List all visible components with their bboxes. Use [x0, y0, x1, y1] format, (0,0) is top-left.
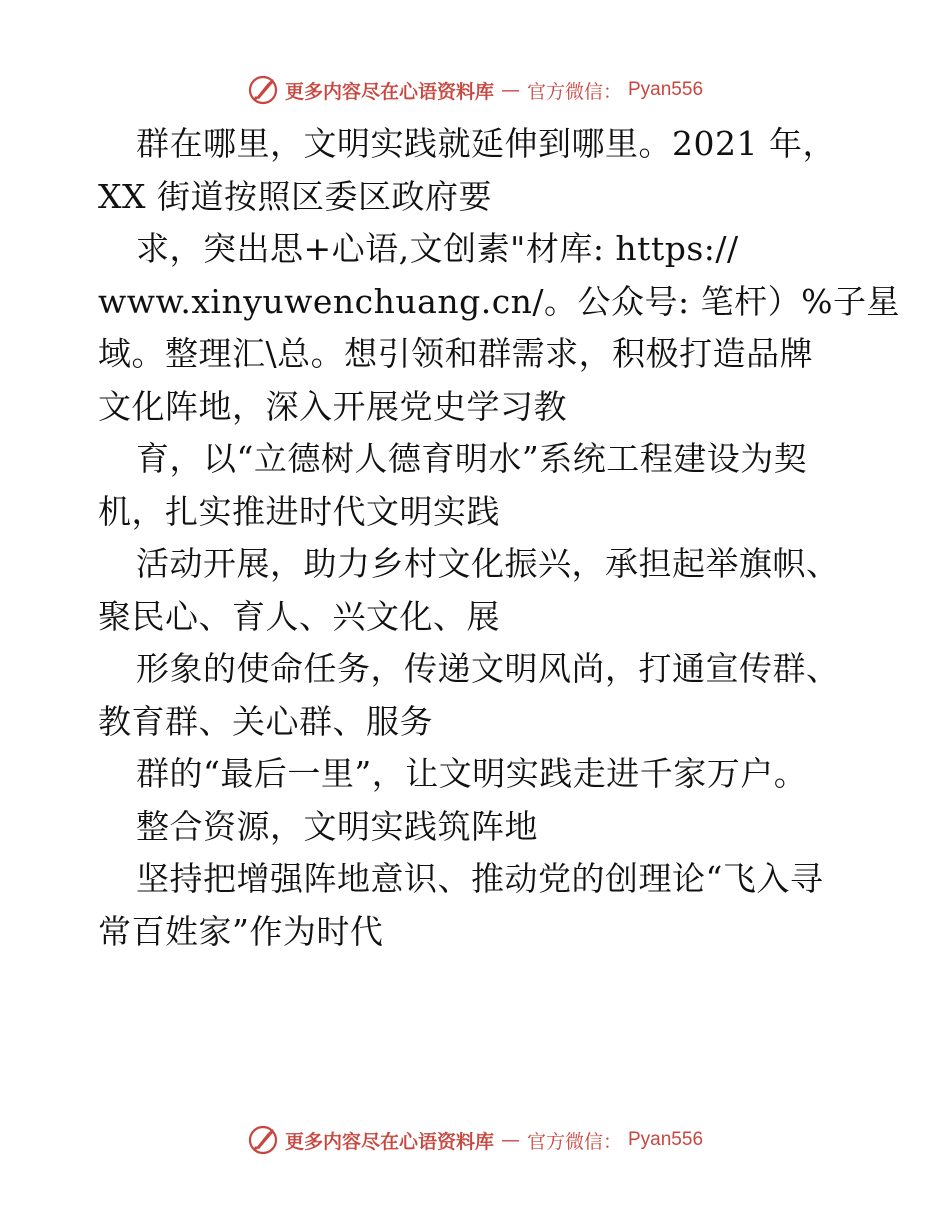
body-line: 群的“最后一里”，让文明实践走进千家万户。 [136, 754, 808, 793]
banner-main-text: 更多内容尽在心语资料库 [284, 1130, 494, 1153]
body-line: 坚持把增强阵地意识、推动党的创理论“飞入寻 [136, 859, 824, 898]
section-heading: 整合资源，文明实践筑阵地 [136, 806, 538, 846]
banner-account-id: Pyan556 [628, 79, 704, 100]
body-line: 教育群、关心群、服务 [98, 701, 433, 741]
document-body [98, 118, 901, 958]
banner-sub-text: 官方微信： [526, 80, 622, 103]
body-line: 常百姓家”作为时代 [98, 911, 384, 951]
body-line: XX 街道按照区委区政府要 [98, 176, 492, 216]
body-line: 育，以“立德树人德育明水”系统工程建设为契 [136, 439, 808, 478]
body-line: 形象的使命任务，传递文明风尚，打通宣传群、 [136, 649, 840, 688]
quill-pen-logo-icon [247, 1124, 279, 1156]
footer-banner [0, 1120, 950, 1160]
header-banner [0, 70, 950, 110]
banner-dash: — [500, 1129, 520, 1151]
body-line: www.xinyuwenchuang.cn/。公众号: 笔杆）%子星 [98, 281, 901, 321]
quill-pen-logo-icon [247, 74, 279, 106]
body-line: 域。整理汇\总。想引领和群需求，积极打造品牌 [98, 334, 814, 373]
body-line: 聚民心、育人、兴文化、展 [98, 596, 500, 636]
body-line: 机，扎实推进时代文明实践 [98, 491, 500, 531]
body-line: 文化阵地，深入开展党史学习教 [98, 386, 567, 426]
banner-main-text: 更多内容尽在心语资料库 [284, 80, 494, 103]
banner-account-id: Pyan556 [628, 1129, 704, 1150]
body-line: 群在哪里，文明实践就延伸到哪里。2021 年， [136, 124, 836, 163]
banner-dash: — [500, 79, 520, 101]
banner-sub-text: 官方微信： [526, 1130, 622, 1153]
body-line: 活动开展，助力乡村文化振兴，承担起举旗帜、 [136, 544, 840, 583]
body-line: 求，突出思+心语,文创素"材库: https:// [136, 229, 739, 268]
